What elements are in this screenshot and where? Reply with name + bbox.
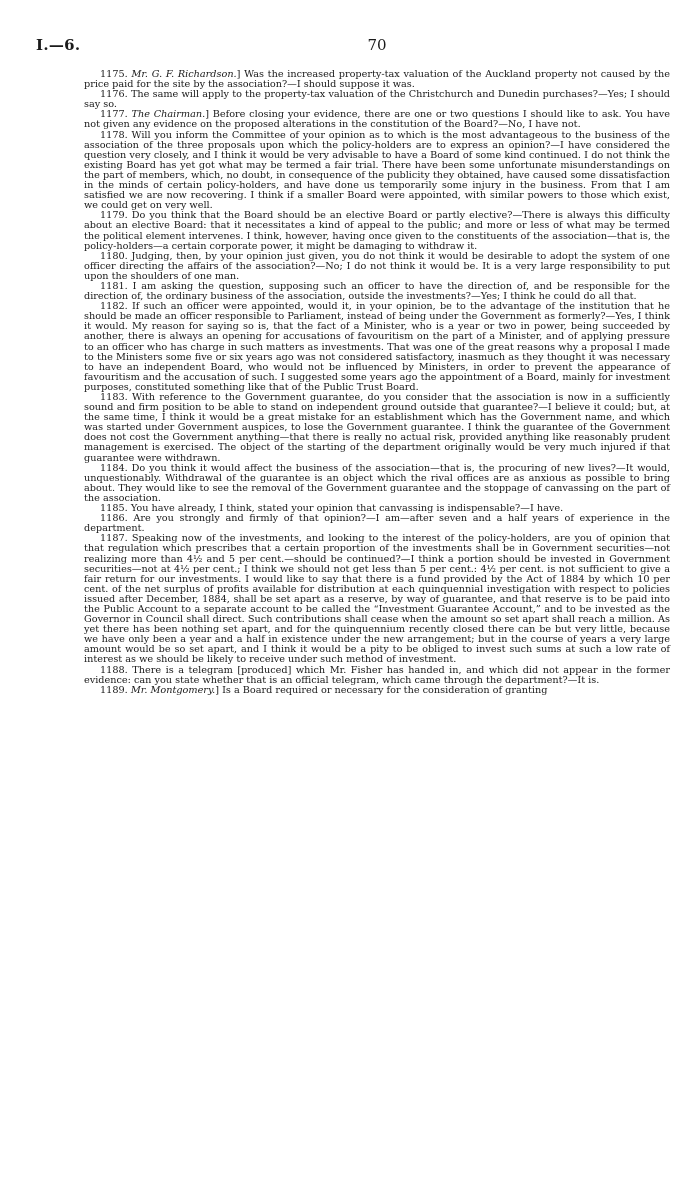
- paragraph-text: Speaking now of the investments, and looking to the interest of the policy-holders, are you of opinion that that regulation which prescribes that a certain proportion of the investments shall be in Government securities—not realizing more than 4½ and 5 per cent.—should be continued?—I think a portion should be invested in Government securities—not at 4½ per cent.; I think we should not get less than 5 per cent.: 4½ per cent. is not sufficient to give a fair return for our investments. I would like to say that there is a fund provided by the Act of 1884 by which 10 per cent. of the net surplus of profits available for distribution at each quinquennial investigation with respect to policies issued after December, 1884, shall be set apart as a reserve, by way of guarantee, and that reserve is to be paid into the Public Account to a separate account to be called the “Investment Guarantee Account,” and to be invested as the Governor in Council shall direct. Such contributions shall cease when the amount so set apart shall reach a million. As yet there has been nothing set apart, and for the quinquennium recently closed there can be but very little, because we have only been a year and a half in existence under the new arrangement; but in the course of years a very large amount would be so set apart, and I think it would be a pity to be obliged to invest such sums at such a low rate of interest as we should be likely to receive under such method of investment.: [84, 533, 670, 666]
- question-paragraph: [84, 70, 670, 90]
- question-paragraph: [84, 393, 670, 464]
- question-paragraph: [84, 514, 670, 534]
- speaker-name: The Chairman.: [131, 109, 206, 121]
- paragraph-text: Will you inform the Committee of your opinion as to which is the most advantageous to the business of the association of the three proposals upon which the policy-holders are to express an opinion?—I have considered the question very closely, and I think it would be very advisable to have a Board of some kind continued. I do not think the existing Board has yet got what may be termed a fair trial. There have been some unfortunate misunderstandings on the part of members, which, no doubt, in consequence of the publicity they obtained, have caused some dissatisfaction in the minds of certain policy-holders, and have done us temporarily some injury in the business. From that I am satisfied we are now recovering. I think if a smaller Board were appointed, with similar powers to those which exist, we could get on very well.: [84, 129, 670, 212]
- paragraph-text: Do you think that the Board should be an elective Board or partly elective?—There is always this difficulty about an elective Board: that it necessitates a kind of appeal to the public; and more or less of what may be termed the political element intervenes. I think, however, having once given to the constituents of the association—that is, the policy-holders—a certain corporate power, it might be damaging to withdraw it.: [84, 210, 670, 252]
- question-number: 1189.: [100, 684, 131, 696]
- question-number: 1186.: [100, 513, 134, 525]
- paragraph-text: There is a telegram [produced] which Mr. Fisher has handed in, and which did not appear in the former evidence: can you state whether that is an official telegram, which came through the department?—It is.: [84, 664, 670, 686]
- question-number: 1180.: [100, 250, 132, 262]
- question-paragraph: [84, 464, 670, 504]
- paragraph-text: The same will apply to the property-tax valuation of the Christchurch and Dunedin purchases?—Yes; I should say so.: [84, 89, 670, 111]
- speaker-name: Mr. G. F. Richardson.: [131, 69, 237, 80]
- question-number: 1183.: [100, 392, 132, 403]
- document-reference: I.—6.: [36, 36, 81, 54]
- question-paragraph: [84, 110, 670, 130]
- page-number: 70: [367, 36, 387, 54]
- speaker-bracket: ]: [215, 684, 223, 696]
- question-number: 1184.: [100, 462, 132, 474]
- question-number: 1188.: [100, 664, 133, 676]
- question-paragraph: [84, 252, 670, 282]
- question-number: 1179.: [100, 210, 132, 222]
- paragraph-text: Do you think it would affect the business of the association—that is, the procuring of new lives?—It would, unquestionably. Withdrawal of the guarantee is an object which the rival offices are as anxious as possible to bring about. They would like to see the removal of the Government guarantee and the stoppage of canvassing on the part of the association.: [84, 462, 670, 504]
- paragraph-text: If such an officer were appointed, would it, in your opinion, be to the advantage of the institution that he should be made an officer responsible to Parliament, instead of being under the Government as formerly?—Yes, I think it would. My reason for saying so is, that the fact of a Minister, who is a year or two in power, being succeeded by another, there is always an opening for accusations of favouritism on the part of a Minister, and of applying pressure to an officer who has charge in such matters as investments. That was one of the great reasons why a proposal I made to the Ministers some five or six years ago was not considered satisfactory, inasmuch as they thought it was necessary to have an independent Board, who would not be influenced by Ministers, in order to prevent the appearance of favouritism and the accusation of such. I suggested some years ago the appointment of a Board, mainly for investment purposes, constituted something like that of the Public Trust Board.: [84, 301, 670, 393]
- question-paragraph: [84, 302, 670, 393]
- paragraph-text: Are you strongly and firmly of that opinion?—I am—after seven and a half years of experience in the department.: [84, 513, 670, 535]
- question-number: 1185.: [100, 503, 131, 515]
- speaker-name: Mr. Montgomery.: [130, 684, 216, 696]
- question-paragraph: [84, 131, 670, 212]
- paragraph-text: You have already, I think, stated your opinion that canvassing is indispensable?—I have.: [130, 503, 564, 515]
- document-body: [84, 70, 670, 696]
- question-number: 1181.: [100, 280, 133, 292]
- paragraph-text: Was the increased property-tax valuation of the Auckland property not caused by the price paid for the site by the association?—I should suppose it was.: [84, 69, 670, 91]
- question-number: 1187.: [100, 533, 132, 545]
- question-paragraph: [84, 90, 670, 110]
- paragraph-text: With reference to the Government guarantee, do you consider that the association is now in a sufficiently sound and firm position to be able to stand on independent ground outside that guarantee?—I believe it could; but, at the same time, I think it would be a great mistake for an establishment which has the Government name, and which was started under Government auspices, to lose the Government guarantee. I think the guarantee of the Government does not cost the Government anything—that there is really no actual risk, provided anything like reasonably prudent management is exercised. The object of the starting of the department originally would be very much injured if that guarantee were withdrawn.: [84, 392, 670, 464]
- paragraph-text: Judging, then, by your opinion just given, you do not think it would be desirable to adopt the system of one officer directing the affairs of the association?—No; I do not think it would be. It is a very large responsibility to put upon the shoulders of one man.: [84, 250, 670, 282]
- question-number: 1176.: [100, 89, 131, 101]
- question-paragraph: [84, 282, 670, 302]
- paragraph-text: Before closing your evidence, there are one or two questions I should like to ask. You have not given any evidence on the proposed alterations in the constitution of the Board?—No, I have not.: [84, 109, 670, 131]
- question-paragraph: [84, 686, 670, 696]
- page-header: [36, 36, 670, 54]
- speaker-bracket: ]: [205, 109, 213, 121]
- question-number: 1177.: [100, 109, 132, 121]
- paragraph-text: I am asking the question, supposing such an officer to have the direction of, and be responsible for the direction of, the ordinary business of the association, outside the investments?—Yes; I think he could do all that.: [84, 280, 670, 303]
- question-paragraph: [84, 534, 670, 665]
- paragraph-text: Is a Board required or necessary for the consideration of granting: [222, 684, 548, 696]
- speaker-bracket: ]: [236, 69, 245, 80]
- question-number: 1175.: [100, 69, 132, 80]
- question-number: 1182.: [100, 301, 132, 313]
- question-paragraph: [84, 666, 670, 686]
- question-paragraph: [84, 211, 670, 251]
- question-number: 1178.: [100, 129, 132, 141]
